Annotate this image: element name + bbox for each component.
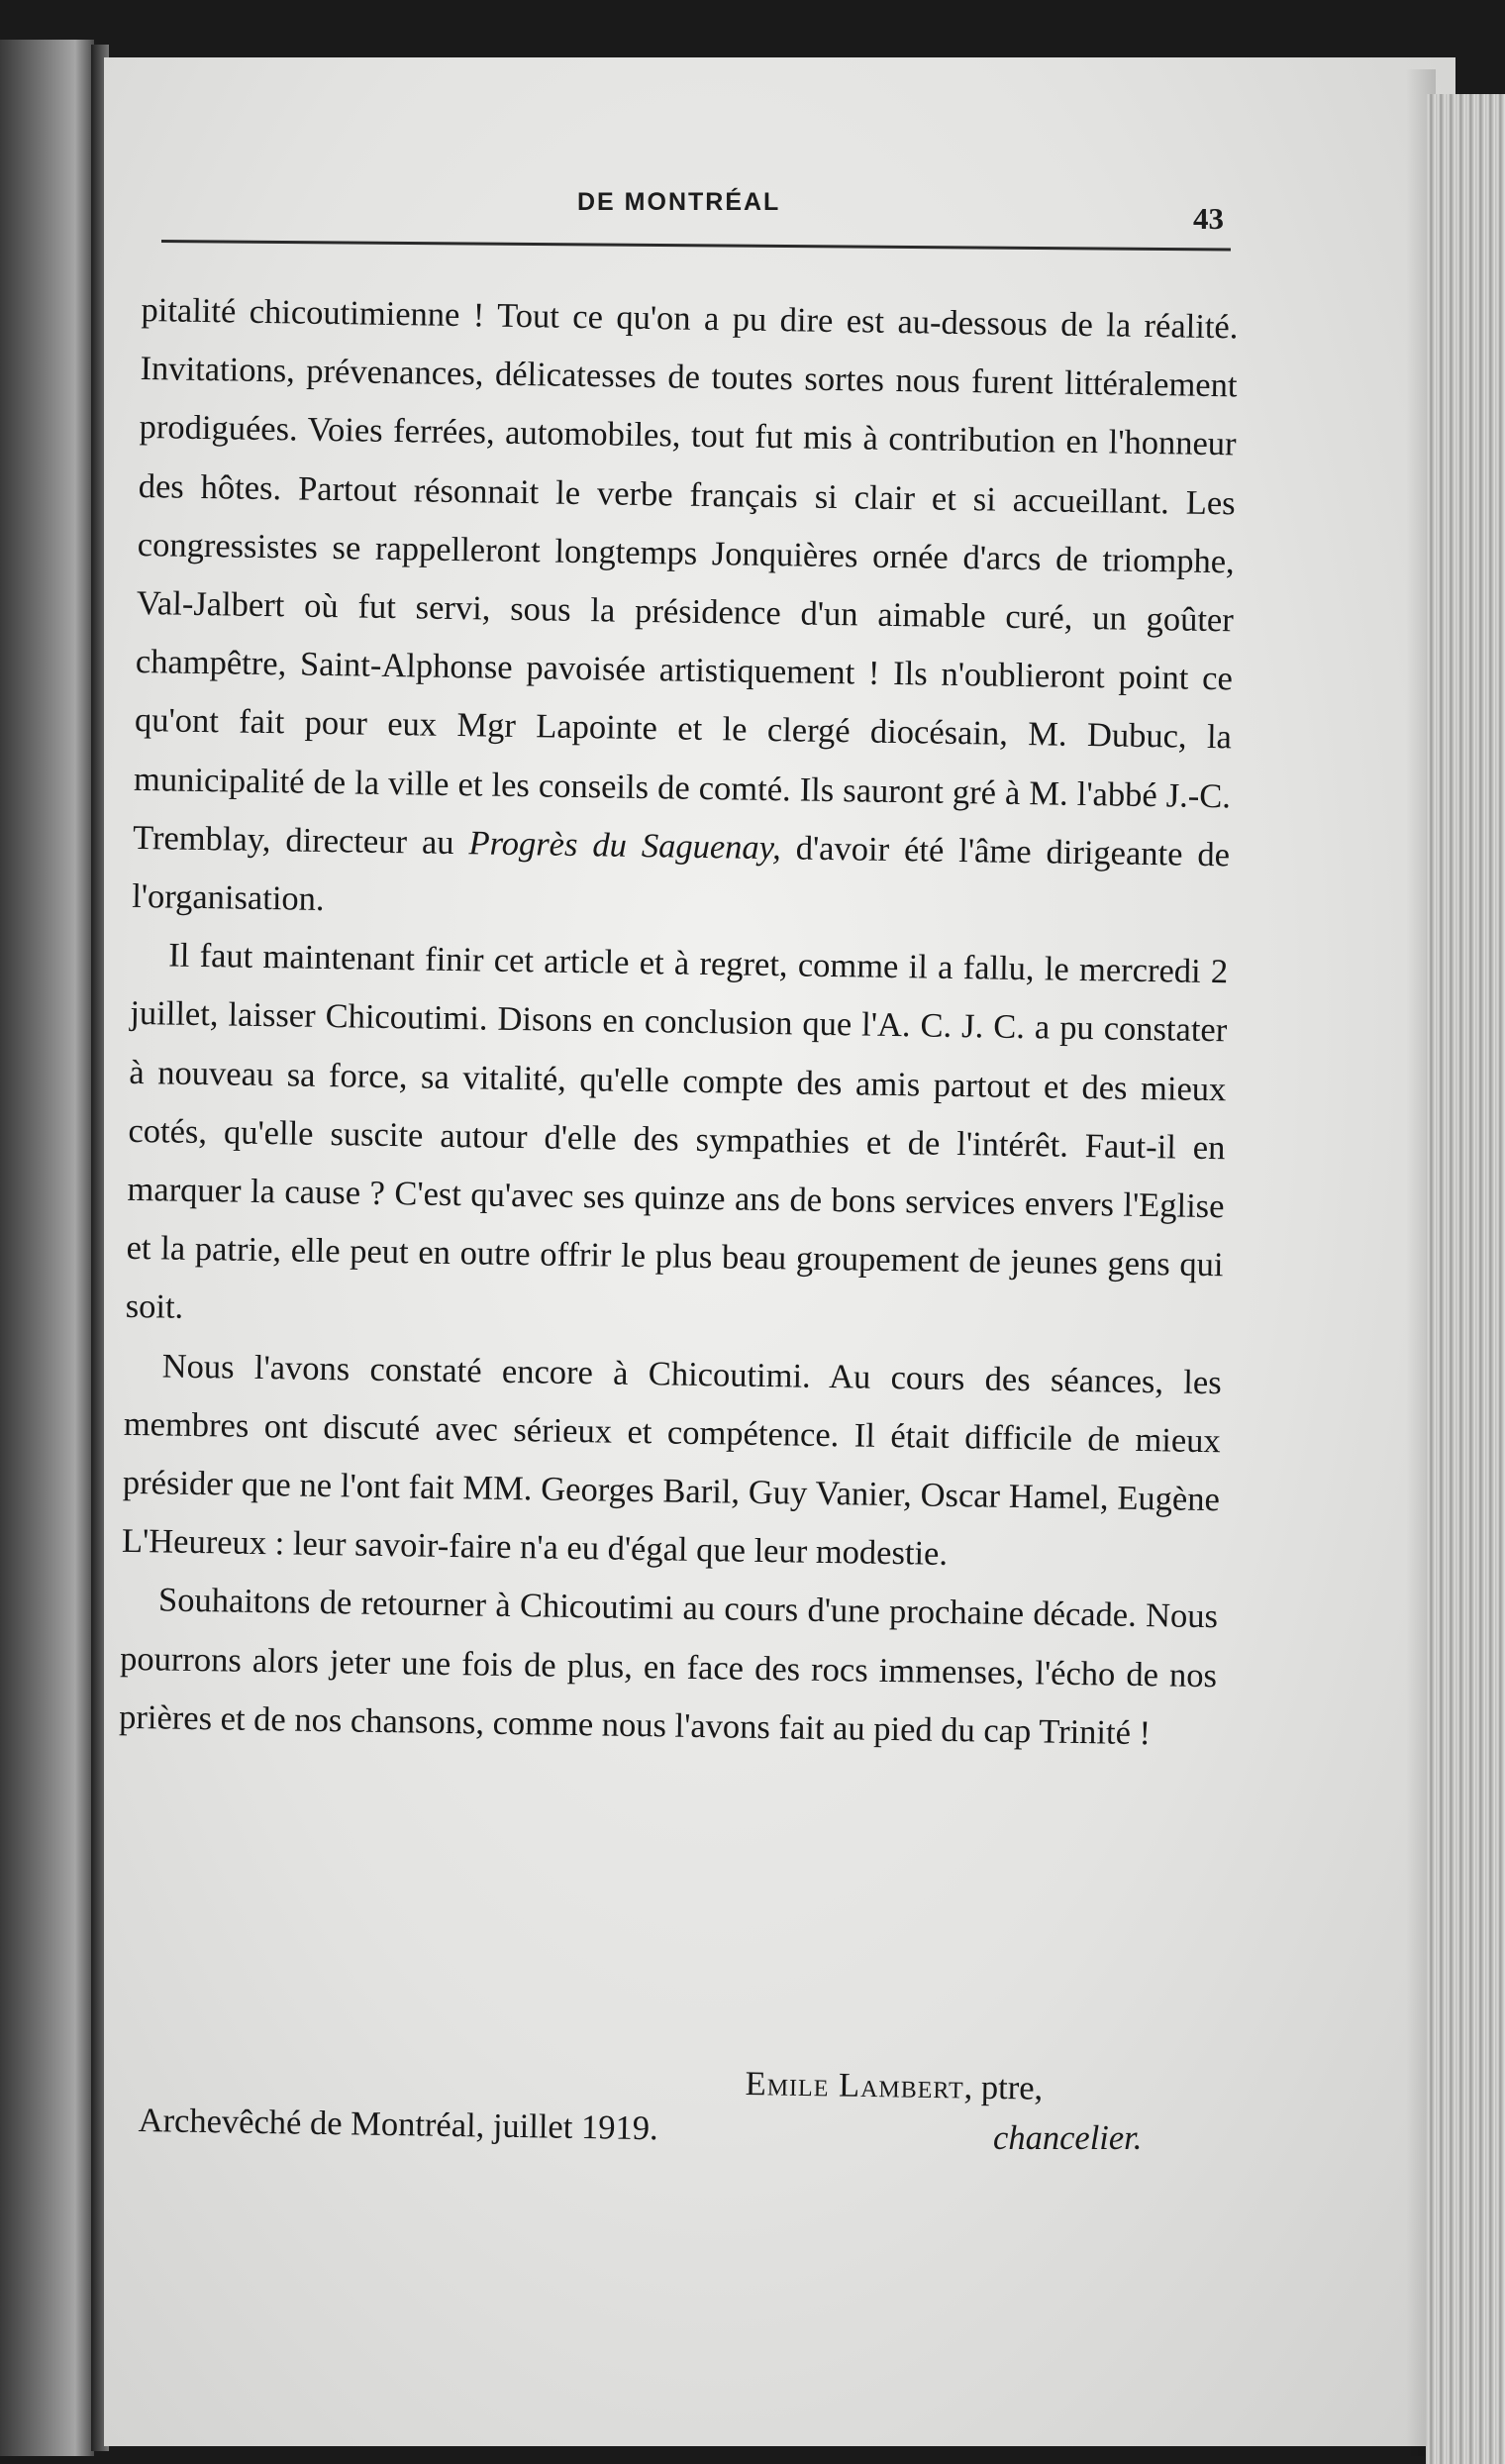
paragraph-1 [132, 281, 1239, 944]
signer-title: chancelier. [993, 2119, 1143, 2157]
signature-line [745, 2065, 1043, 2108]
paragraph-2: Il faut maintenant finir cet article et à regret, comme il a fallu, le mercredi 2 juillet, laisser Chicoutimi. Disons en conclusion que l'A. C. J. C. a pu constater à nouveau sa force, sa vitalité, qu'elle compte des amis partout et des mieux cotés, qu'elle suscite autour d'elle des sympathies et de l'intérêt. Faut-il en marquer la cause ? C'est qu'avec ses quinze ans de bons services envers l'Eglise et la patrie, elle peut en outre offrir le plus beau groupement de jeunes gens qui soit. [125, 936, 1229, 1327]
place-date: Archevêché de Montréal, juillet 1919. [138, 2102, 658, 2148]
newspaper-title: Progrès du Saguenay, [468, 824, 782, 868]
page-number: 43 [1193, 201, 1224, 236]
signer-suffix: , ptre, [963, 2068, 1044, 2107]
paragraph-3: Nous l'avons constaté encore à Chicoutimi. Au cours des séances, les membres ont discuté avec sérieux et compétence. Il était difficile de mieux présider que ne l'ont fait MM. Georges Baril, Guy Vanier, Oscar Hamel, Eugène L'Heureux : leur savoir-faire n'a eu d'égal que leur modestie. [121, 1347, 1222, 1574]
signer-name: Emile Lambert [745, 2065, 964, 2106]
left-page-edge [0, 40, 94, 2456]
paragraph-1-end: d'avoir été l'âme dirigeante de l'organisation. [131, 829, 1231, 919]
paragraph-1-text: pitalité chicoutimienne ! Tout ce qu'on a pu dire est au-dessous de la réalité. Invitations, prévenances, délicatesses de toutes sortes nous furent littéralement prodiguées. Voies ferrées, automobiles, tout fut mis à contribution en l'honneur des hôtes. Partout résonnait le verbe français si clair et si accueillant. Les congressistes se rappelleront longtemps Jonquières ornée d'arcs de triomphe, Val-Jalbert où fut servi, sous la présidence d'un aimable curé, un goûter champêtre, Saint-Alphonse pavoisée artistiquement ! Ils n'oublieront point ce qu'ont fait pour eux Mgr Lapointe et le clergé diocésain, M. Dubuc, la municipalité de la ville et les conseils de comté. Ils sauront gré à M. l'abbé J.-C. Tremblay, directeur au [132, 290, 1239, 862]
running-head: DE MONTRÉAL [577, 188, 781, 216]
article-body [119, 281, 1239, 1764]
paragraph-4: Souhaitons de retourner à Chicoutimi au cours d'une prochaine décade. Nous pourrons alors jeter une fois de plus, en face des rocs immenses, l'écho de nos prières et de nos chansons, comme nous l'avons fait au pied du cap Trinité ! [118, 1581, 1219, 1753]
right-page-edges [1426, 94, 1505, 2464]
